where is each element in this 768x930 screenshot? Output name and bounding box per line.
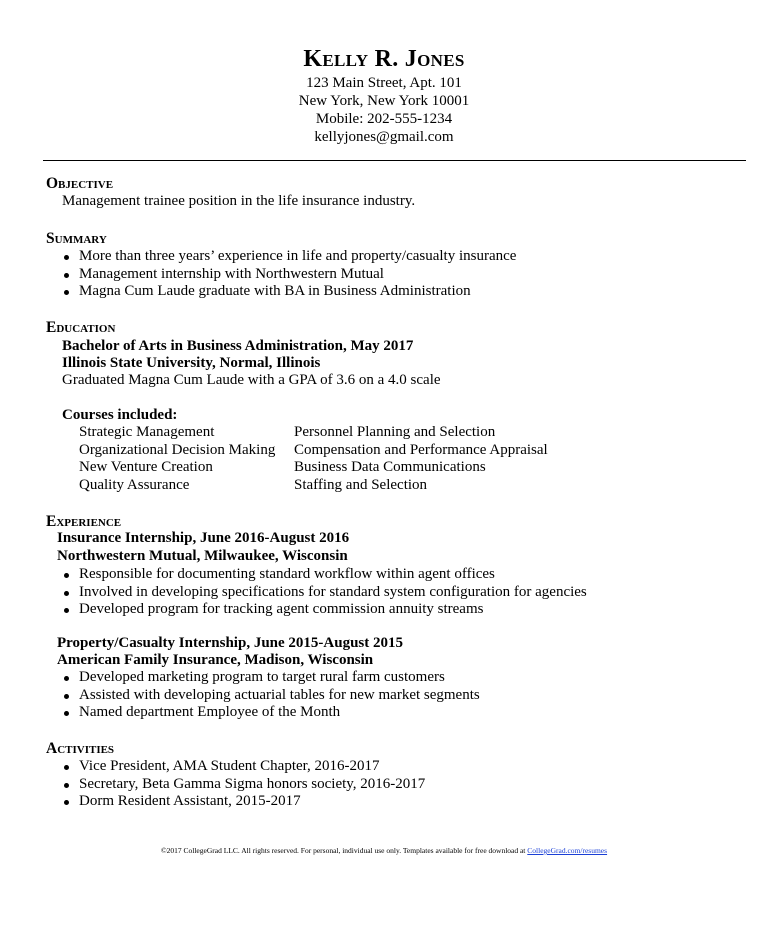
courses-table xyxy=(79,424,548,494)
footer-link[interactable]: CollegeGrad.com/resumes xyxy=(527,846,608,855)
course: Quality Assurance xyxy=(79,476,190,493)
list-item: Magna Cum Laude graduate with BA in Business Administration xyxy=(63,283,516,301)
list-item: Secretary, Beta Gamma Sigma honors society, 2016-2017 xyxy=(63,776,425,794)
candidate-name: Kelly R. Jones xyxy=(303,46,465,72)
summary-list xyxy=(63,248,516,301)
job-duties-list xyxy=(63,566,587,619)
list-item: More than three years’ experience in life and property/casualty insurance xyxy=(63,248,516,266)
list-item: Developed marketing program to target rural farm customers xyxy=(63,669,480,687)
objective-text: Management trainee position in the life insurance industry. xyxy=(62,193,416,209)
address-line-2: New York, New York 10001 xyxy=(298,93,470,109)
course: Business Data Communications xyxy=(294,459,486,475)
summary-heading: Summary xyxy=(46,230,107,247)
activities-list xyxy=(63,758,425,811)
job-duties-list xyxy=(63,669,480,722)
email-address: kellyjones@gmail.com xyxy=(314,129,454,145)
list-item: Responsible for documenting standard workflow within agent offices xyxy=(63,566,587,584)
degree: Bachelor of Arts in Business Administration, May 2017 xyxy=(62,338,414,354)
education-heading: Education xyxy=(46,319,116,336)
footer-text: ©2017 CollegeGrad LLC. All rights reserved. For personal, individual use only. Templates available for free download at xyxy=(160,846,528,855)
mobile-phone: Mobile: 202-555-1234 xyxy=(315,111,453,127)
list-item: Developed program for tracking agent commission annuity streams xyxy=(63,601,587,619)
copyright-footer xyxy=(0,846,768,856)
list-item: Management internship with Northwestern Mutual xyxy=(63,266,516,284)
course-row xyxy=(79,477,548,495)
resume-header xyxy=(0,44,768,146)
course-row xyxy=(79,424,548,442)
list-item: Vice President, AMA Student Chapter, 2016-2017 xyxy=(63,758,425,776)
course: Organizational Decision Making xyxy=(79,441,276,458)
list-item: Assisted with developing actuarial tables for new market segments xyxy=(63,687,480,705)
school: Illinois State University, Normal, Illinois xyxy=(62,355,321,371)
job-role: Property/Casualty Internship, June 2015-August 2015 xyxy=(57,635,404,651)
course-row xyxy=(79,459,548,477)
address-line-1: 123 Main Street, Apt. 101 xyxy=(306,75,462,91)
header-divider xyxy=(43,160,746,161)
course: Strategic Management xyxy=(79,424,215,440)
course: Compensation and Performance Appraisal xyxy=(294,441,548,458)
course-row xyxy=(79,442,548,460)
job-company: Northwestern Mutual, Milwaukee, Wisconsin xyxy=(57,548,348,564)
list-item: Involved in developing specifications for standard system configuration for agencies xyxy=(63,584,587,602)
list-item: Dorm Resident Assistant, 2015-2017 xyxy=(63,793,425,811)
course: New Venture Creation xyxy=(79,459,213,475)
job-role: Insurance Internship, June 2016-August 2016 xyxy=(57,530,350,546)
course: Staffing and Selection xyxy=(294,476,428,493)
objective-heading: Objective xyxy=(46,175,114,192)
education-note: Graduated Magna Cum Laude with a GPA of 3.6 on a 4.0 scale xyxy=(62,372,441,388)
experience-heading: Experience xyxy=(46,513,122,530)
list-item: Named department Employee of the Month xyxy=(63,704,480,722)
activities-heading: Activities xyxy=(46,740,115,757)
course: Personnel Planning and Selection xyxy=(294,424,496,440)
courses-label: Courses included: xyxy=(62,407,178,423)
job-company: American Family Insurance, Madison, Wisconsin xyxy=(57,652,374,668)
